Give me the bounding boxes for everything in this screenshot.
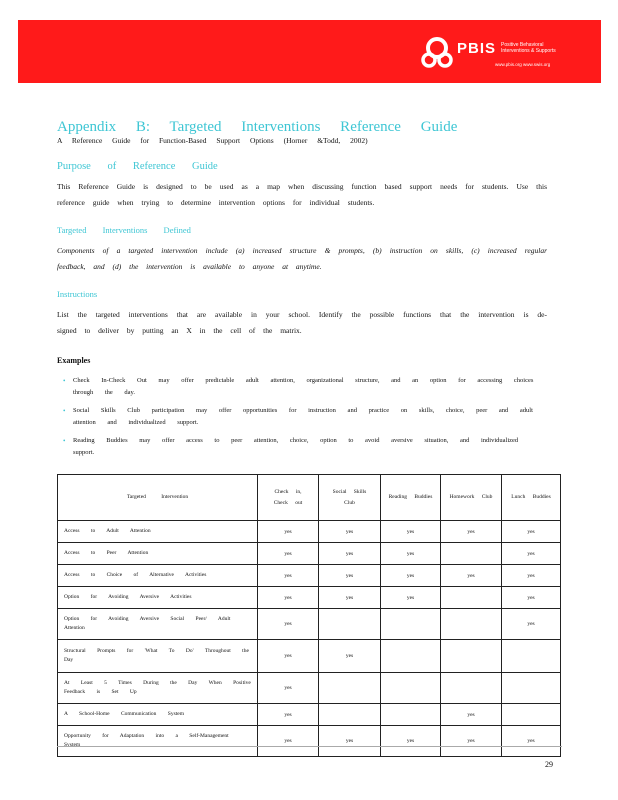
matrix-cell: yes bbox=[319, 543, 381, 565]
table-row bbox=[58, 521, 561, 543]
pbis-logo-icon bbox=[419, 34, 455, 70]
matrix-cell: yes bbox=[258, 640, 319, 673]
defined-text: Components of a targeted intervention include (a) increased structure & prompts, (b) instruction on skills, (c) increased regular feedback, and (d) the intervention is available to anyone at anytime. bbox=[57, 246, 547, 271]
matrix-cell: yes bbox=[441, 704, 502, 726]
matrix-cell bbox=[381, 704, 441, 726]
matrix-cell: yes bbox=[258, 673, 319, 704]
list-item bbox=[63, 405, 547, 429]
matrix-cell: yes bbox=[441, 565, 502, 587]
table-row bbox=[58, 565, 561, 587]
matrix-cell: yes bbox=[258, 609, 319, 640]
matrix-header: Homework Club bbox=[441, 475, 502, 521]
page-number: 29 bbox=[545, 760, 553, 769]
matrix-cell: yes bbox=[381, 521, 441, 543]
matrix-cell: yes bbox=[381, 587, 441, 609]
matrix-cell: yes bbox=[258, 565, 319, 587]
list-item-text: Social Skills Club participation may offer opportunities for instruction and practice on skills, choice, peer and adult attention and individualized support. bbox=[73, 407, 533, 426]
matrix-cell: yes bbox=[258, 726, 319, 757]
bullet-icon: • bbox=[63, 407, 66, 415]
matrix-cell bbox=[441, 587, 502, 609]
matrix-cell: yes bbox=[258, 521, 319, 543]
header-banner bbox=[18, 20, 601, 83]
defined-heading: Targeted Interventions Defined bbox=[57, 225, 191, 235]
intervention-matrix bbox=[57, 474, 561, 757]
list-item bbox=[63, 435, 547, 459]
table-row bbox=[58, 543, 561, 565]
row-label: Structural Prompts for 'What To Do' Throughout the Day bbox=[58, 640, 258, 673]
bullet-icon: • bbox=[63, 437, 66, 445]
matrix-cell: yes bbox=[319, 587, 381, 609]
row-label: Access to Choice of Alternative Activities bbox=[58, 565, 258, 587]
matrix-cell: yes bbox=[502, 726, 561, 757]
matrix-cell bbox=[441, 673, 502, 704]
matrix-cell: yes bbox=[502, 543, 561, 565]
matrix-cell bbox=[381, 673, 441, 704]
matrix-cell bbox=[381, 640, 441, 673]
list-item bbox=[63, 375, 547, 399]
matrix-header: Social Skills Club bbox=[319, 475, 381, 521]
purpose-heading: Purpose of Reference Guide bbox=[57, 161, 218, 172]
row-label: At Least 5 Times During the Day When Positive Feedback is Set Up bbox=[58, 673, 258, 704]
list-item-text: Check In-Check Out may offer predictable adult attention, organizational structure, and an option for accessing choices through the day. bbox=[73, 377, 534, 396]
matrix-header: Lunch Buddies bbox=[502, 475, 561, 521]
matrix-cell bbox=[502, 704, 561, 726]
matrix-cell: yes bbox=[441, 521, 502, 543]
page-title: Appendix B: Targeted Interventions Reference Guide bbox=[57, 119, 458, 135]
logo-tagline-1: Positive Behavioral bbox=[501, 42, 544, 48]
matrix-cell: yes bbox=[319, 640, 381, 673]
table-row bbox=[58, 704, 561, 726]
logo-tagline-2: Interventions & Supports bbox=[501, 48, 556, 54]
matrix-header-row bbox=[58, 475, 561, 521]
matrix-cell bbox=[319, 609, 381, 640]
citation: A Reference Guide for Function-Based Support Options (Horner &Todd, 2002) bbox=[57, 136, 368, 145]
logo-url: www.pbis.org www.swis.org bbox=[495, 62, 551, 67]
matrix-cell: yes bbox=[502, 521, 561, 543]
matrix-cell bbox=[502, 640, 561, 673]
matrix-cell: yes bbox=[258, 543, 319, 565]
matrix-cell: yes bbox=[502, 587, 561, 609]
table-row bbox=[58, 726, 561, 757]
table-row bbox=[58, 673, 561, 704]
matrix-cell: yes bbox=[502, 565, 561, 587]
examples-list bbox=[57, 375, 547, 459]
matrix-header: Reading Buddies bbox=[381, 475, 441, 521]
examples-heading: Examples bbox=[57, 356, 91, 365]
matrix-cell: yes bbox=[381, 565, 441, 587]
matrix-cell: yes bbox=[258, 587, 319, 609]
matrix-header: Targeted Intervention bbox=[58, 475, 258, 521]
row-label: A School-Home Communication System bbox=[58, 704, 258, 726]
matrix-cell: yes bbox=[381, 726, 441, 757]
instructions-text: List the targeted interventions that are available in your school. Identify the possible functions that the intervention is de-signed to deliver by putting an X in the cell of the matrix. bbox=[57, 310, 547, 335]
matrix-cell bbox=[441, 640, 502, 673]
instructions-heading: Instructions bbox=[57, 289, 98, 299]
matrix-cell: yes bbox=[381, 543, 441, 565]
matrix-header: Check in, Check out bbox=[258, 475, 319, 521]
matrix-cell bbox=[319, 673, 381, 704]
matrix-cell: yes bbox=[319, 565, 381, 587]
list-item-text: Reading Buddies may offer access to peer attention, choice, option to avoid aversive situation, and individualized support. bbox=[73, 437, 519, 456]
matrix-cell: yes bbox=[502, 609, 561, 640]
row-label: Opportunity for Adaptation into a Self-Management System bbox=[58, 726, 258, 757]
matrix-cell: yes bbox=[319, 726, 381, 757]
row-label: Option for Avoiding Aversive Activities bbox=[58, 587, 258, 609]
document-body bbox=[57, 118, 547, 465]
purpose-text: This Reference Guide is designed to be used as a map when discussing function based support needs for students. Use this reference guide when trying to determine intervention options for individual students. bbox=[57, 182, 547, 207]
matrix-cell: yes bbox=[258, 704, 319, 726]
matrix-cell: yes bbox=[319, 521, 381, 543]
row-label: Access to Peer Attention bbox=[58, 543, 258, 565]
row-label: Access to Adult Attention bbox=[58, 521, 258, 543]
table-row bbox=[58, 640, 561, 673]
matrix-cell bbox=[441, 609, 502, 640]
bullet-icon: • bbox=[63, 377, 66, 385]
footer-divider bbox=[57, 746, 562, 747]
matrix-cell bbox=[441, 543, 502, 565]
matrix-cell bbox=[502, 673, 561, 704]
matrix-cell bbox=[319, 704, 381, 726]
row-label: Option for Avoiding Aversive Social Peer/ Adult Attention bbox=[58, 609, 258, 640]
pbis-logo bbox=[419, 34, 579, 70]
logo-wordmark: PBIS bbox=[457, 40, 497, 57]
matrix-cell: yes bbox=[441, 726, 502, 757]
table-row bbox=[58, 609, 561, 640]
table-row bbox=[58, 587, 561, 609]
matrix-cell bbox=[381, 609, 441, 640]
